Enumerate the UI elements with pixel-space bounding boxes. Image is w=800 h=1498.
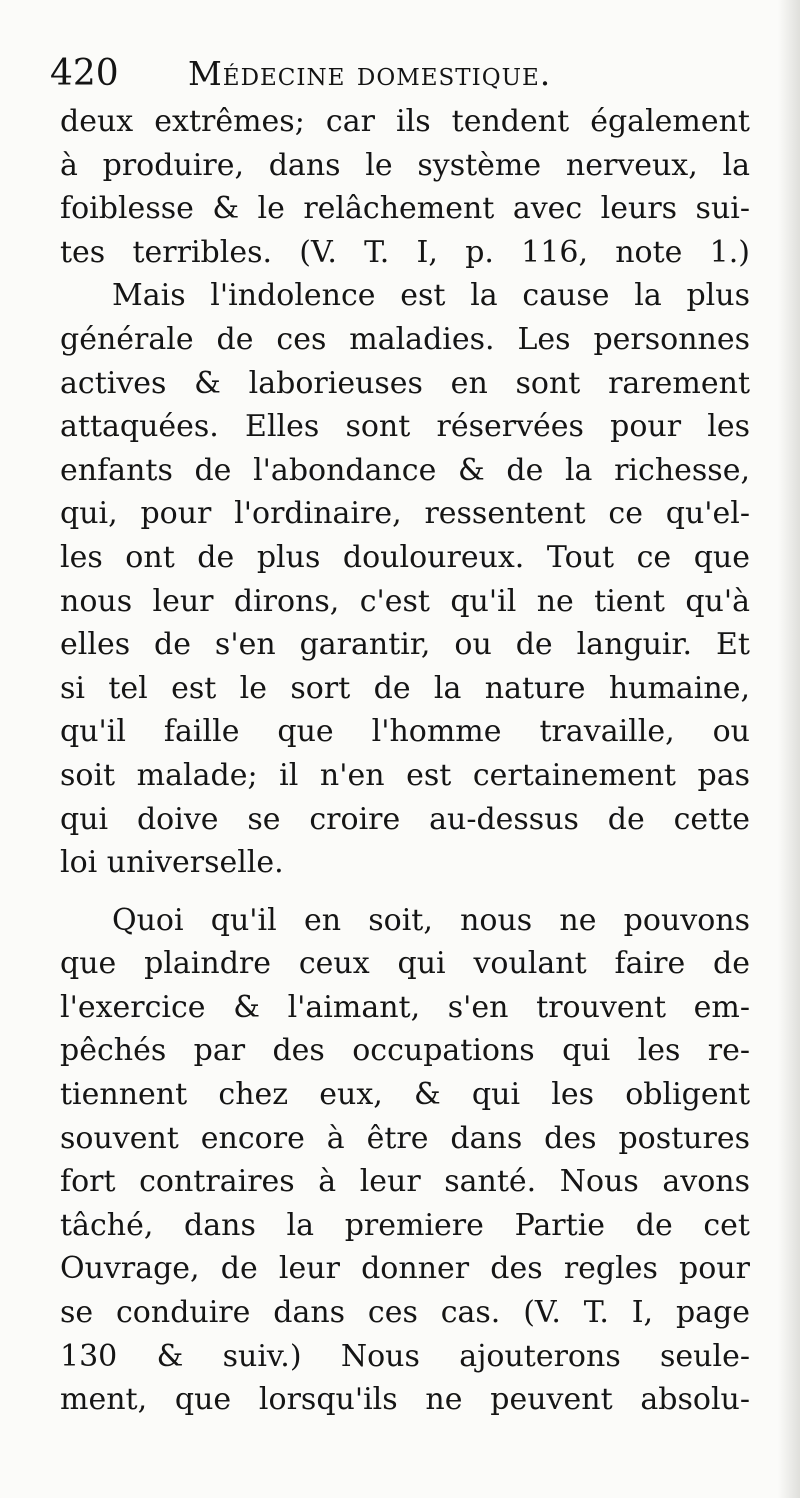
text-line: tâché, dans la premiere Partie de cet	[60, 1207, 750, 1243]
text-line: loi universelle.	[60, 845, 284, 881]
page-number: 420	[50, 53, 119, 94]
text-line: attaquées. Elles sont réservées pour les	[60, 409, 750, 445]
text-line: Ouvrage, de leur donner des regles pour	[60, 1251, 750, 1287]
text-line: elles de s'en garantir, ou de languir. Et	[60, 627, 750, 663]
text-line: fort contraires à leur santé. Nous avons	[60, 1164, 750, 1200]
text-line: à produire, dans le système nerveux, la	[60, 147, 750, 183]
text-line: souvent encore à être dans des postures	[60, 1120, 750, 1156]
text-line: si tel est le sort de la nature humaine,	[60, 670, 750, 706]
text-line: nous leur dirons, c'est qu'il ne tient qu'à	[60, 583, 750, 619]
text-line: les ont de plus douloureux. Tout ce que	[60, 539, 750, 575]
text-line: qu'il faille que l'homme travaille, ou	[60, 714, 750, 750]
text-line: ment, que lorsqu'ils ne peuvent absolu-	[60, 1382, 750, 1418]
running-title: Médecine domestique.	[188, 54, 552, 93]
body-text	[60, 100, 750, 1422]
text-line: se conduire dans ces cas. (V. T. I, page	[60, 1295, 750, 1331]
text-line: générale de ces maladies. Les personnes	[60, 321, 750, 357]
text-line: actives & laborieuses en sont rarement	[60, 365, 750, 401]
text-line: tiennent chez eux, & qui les obligent	[60, 1077, 750, 1113]
text-line: soit malade; il n'en est certainement pas	[60, 757, 750, 793]
text-line: foiblesse & le relâchement avec leurs sui-	[60, 191, 750, 227]
text-line: tes terribles. (V. T. I, p. 116, note 1.)	[60, 234, 750, 270]
text-line: l'exercice & l'aimant, s'en trouvent em-	[60, 989, 750, 1025]
page-header	[50, 52, 770, 102]
text-line: 130 & suiv.) Nous ajouterons seule-	[60, 1338, 750, 1374]
text-line: qui, pour l'ordinaire, ressentent ce qu'el-	[60, 496, 750, 532]
text-line: que plaindre ceux qui voulant faire de	[60, 946, 750, 982]
paragraph-gap	[60, 885, 750, 899]
page-edge-shadow	[778, 0, 800, 1498]
text-line: Mais l'indolence est la cause la plus	[112, 278, 750, 314]
text-line: pêchés par des occupations qui les re-	[60, 1033, 750, 1069]
text-line: Quoi qu'il en soit, nous ne pouvons	[112, 902, 750, 938]
text-line: deux extrêmes; car ils tendent également	[60, 104, 750, 139]
text-line: qui doive se croire au-dessus de cette	[60, 801, 750, 837]
text-line: enfants de l'abondance & de la richesse,	[60, 452, 750, 488]
